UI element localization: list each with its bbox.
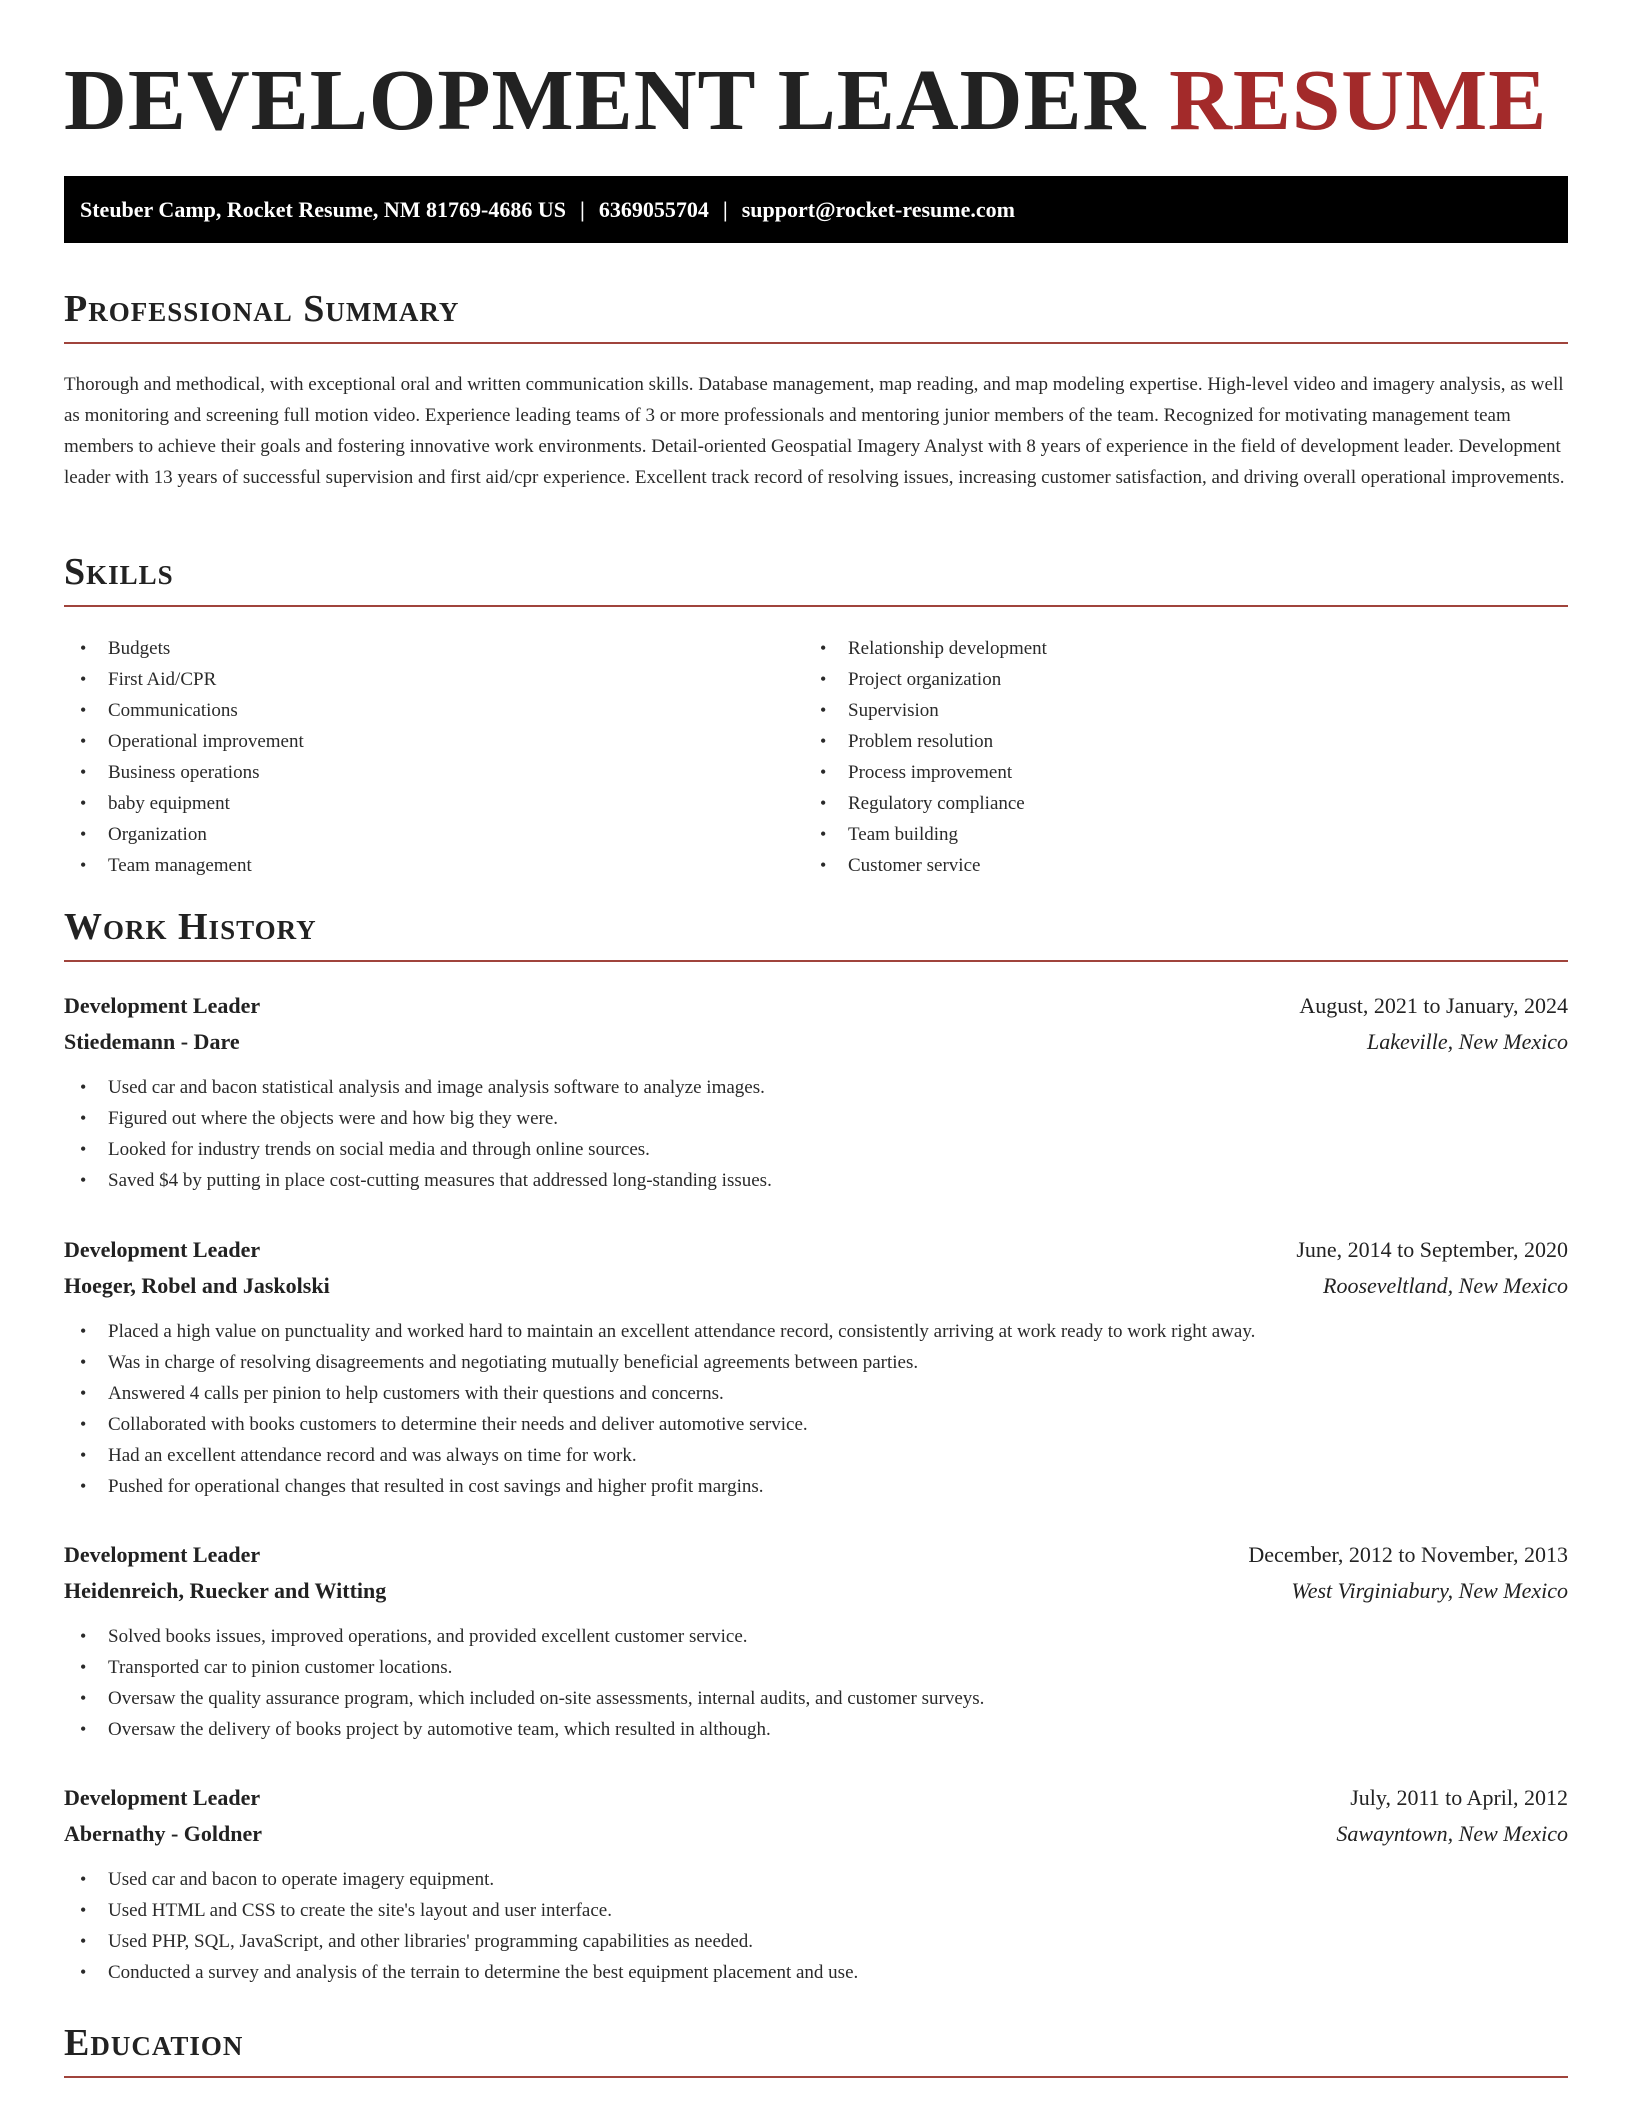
job-header-row	[64, 1232, 1568, 1268]
job-location: Sawayntown, New Mexico	[1336, 1821, 1568, 1846]
skill-item: • Business operations	[64, 757, 304, 788]
job-company: Heidenreich, Ruecker and Witting	[64, 1578, 387, 1603]
skill-item: • Supervision	[804, 695, 1047, 726]
summary-text: Thorough and methodical, with exceptional oral and written communication skills. Database management, map reading, and map modeling expertise. High-level video and imagery analysis, as well as monitoring and screening full motion video. Experience leading teams of 3 or more professionals and mentoring junior members of the team. Recognized for motivating management team members to achieve their goals and fostering innovative work environments. Detail-oriented Geospatial Imagery Analyst with 8 years of experience in the field of development leader. Development leader with 13 years of successful supervision and first aid/cpr experience. Excellent track record of resolving issues, increasing customer satisfaction, and driving overall operational improvements.	[64, 374, 1565, 488]
job-bullet: • Conducted a survey and analysis of the terrain to determine the best equipment placement and use.	[64, 1957, 1568, 1988]
job-company-row	[64, 1024, 1568, 1060]
skill-item: • Regulatory compliance	[804, 788, 1047, 819]
job-bullet: • Figured out where the objects were and how big they were.	[64, 1103, 1568, 1134]
contact-separator: |	[722, 196, 728, 222]
section-heading-summary: Professional Summary	[64, 290, 1568, 344]
resume-title	[64, 51, 1548, 148]
job-bullet: • Placed a high value on punctuality and worked hard to maintain an excellent attendance record, consistently arriving at work ready to work right away.	[64, 1316, 1568, 1347]
job-bullet: • Answered 4 calls per pinion to help customers with their questions and concerns.	[64, 1378, 1568, 1409]
skill-item: • baby equipment	[64, 788, 304, 819]
contact-separator: |	[580, 196, 585, 222]
job-title: Development Leader	[64, 1237, 261, 1262]
skill-item: • Team management	[64, 850, 304, 881]
skill-item: • Team building	[804, 819, 1047, 850]
job-company-row	[64, 1573, 1568, 1609]
skill-item: • Organization	[64, 819, 304, 850]
job-bullet: • Collaborated with books customers to determine their needs and deliver automotive service.	[64, 1409, 1568, 1440]
section-heading-work-history: Work History	[64, 908, 1568, 962]
title-accent: RESUME	[1169, 51, 1548, 148]
skills-list-right	[804, 633, 1047, 881]
job-bullet: • Used HTML and CSS to create the site's layout and user interface.	[64, 1895, 1568, 1926]
title-main: DEVELOPMENT LEADER	[64, 51, 1147, 148]
job-bullet: • Saved $4 by putting in place cost-cutting measures that addressed long-standing issues.	[64, 1165, 1568, 1196]
job-bullets	[64, 1621, 1568, 1745]
job-dates: August, 2021 to January, 2024	[1299, 993, 1568, 1018]
job-entry	[64, 1537, 1568, 1745]
job-location: West Virginiabury, New Mexico	[1291, 1578, 1568, 1603]
contact-phone[interactable]: 6369055704	[598, 196, 709, 222]
contact-address: Steuber Camp, Rocket Resume, NM 81769-4686 US	[80, 196, 566, 222]
job-company-row	[64, 1268, 1568, 1304]
job-header-row	[64, 988, 1568, 1024]
job-title: Development Leader	[64, 1542, 261, 1567]
job-bullet: • Oversaw the quality assurance program, which included on-site assessments, internal audits, and customer surveys.	[64, 1683, 1568, 1714]
job-bullet: • Used PHP, SQL, JavaScript, and other libraries' programming capabilities as needed.	[64, 1926, 1568, 1957]
job-entry	[64, 1780, 1568, 1988]
job-bullets	[64, 1316, 1568, 1502]
contact-email[interactable]: support@rocket-resume.com	[741, 196, 1015, 222]
job-bullet: • Was in charge of resolving disagreements and negotiating mutually beneficial agreements between parties.	[64, 1347, 1568, 1378]
skill-item: • Process improvement	[804, 757, 1047, 788]
skill-item: • Project organization	[804, 664, 1047, 695]
job-bullet: • Oversaw the delivery of books project by automotive team, which resulted in although.	[64, 1714, 1568, 1745]
skill-item: • Budgets	[64, 633, 304, 664]
skill-item: • Relationship development	[804, 633, 1047, 664]
skill-item: • Communications	[64, 695, 304, 726]
job-bullet: • Pushed for operational changes that resulted in cost savings and higher profit margins.	[64, 1471, 1568, 1502]
job-bullet: • Used car and bacon to operate imagery equipment.	[64, 1864, 1568, 1895]
job-header-row	[64, 1537, 1568, 1573]
contact-bar	[64, 176, 1568, 243]
job-bullet: • Looked for industry trends on social media and through online sources.	[64, 1134, 1568, 1165]
job-bullet: • Solved books issues, improved operations, and provided excellent customer service.	[64, 1621, 1568, 1652]
job-bullets	[64, 1864, 1568, 1988]
job-company-row	[64, 1816, 1568, 1852]
job-location: Rooseveltland, New Mexico	[1323, 1273, 1568, 1298]
job-bullet: • Transported car to pinion customer locations.	[64, 1652, 1568, 1683]
job-title: Development Leader	[64, 993, 261, 1018]
skill-item: • Customer service	[804, 850, 1047, 881]
job-bullet: • Used car and bacon statistical analysis and image analysis software to analyze images.	[64, 1072, 1568, 1103]
job-dates: June, 2014 to September, 2020	[1296, 1237, 1568, 1262]
job-entry	[64, 988, 1568, 1196]
job-dates: December, 2012 to November, 2013	[1248, 1542, 1568, 1567]
job-header-row	[64, 1780, 1568, 1816]
job-title: Development Leader	[64, 1785, 261, 1810]
job-company: Abernathy - Goldner	[64, 1821, 262, 1846]
job-company: Hoeger, Robel and Jaskolski	[64, 1273, 330, 1298]
job-bullets	[64, 1072, 1568, 1196]
skill-item: • Operational improvement	[64, 726, 304, 757]
section-heading-education: Education	[64, 2024, 1568, 2078]
job-location: Lakeville, New Mexico	[1367, 1029, 1568, 1054]
skill-item: • Problem resolution	[804, 726, 1047, 757]
skills-list-left	[64, 633, 304, 881]
section-heading-skills: Skills	[64, 553, 1568, 607]
job-bullet: • Had an excellent attendance record and was always on time for work.	[64, 1440, 1568, 1471]
job-dates: July, 2011 to April, 2012	[1350, 1785, 1568, 1810]
skill-item: • First Aid/CPR	[64, 664, 304, 695]
job-entry	[64, 1232, 1568, 1502]
job-company: Stiedemann - Dare	[64, 1029, 240, 1054]
